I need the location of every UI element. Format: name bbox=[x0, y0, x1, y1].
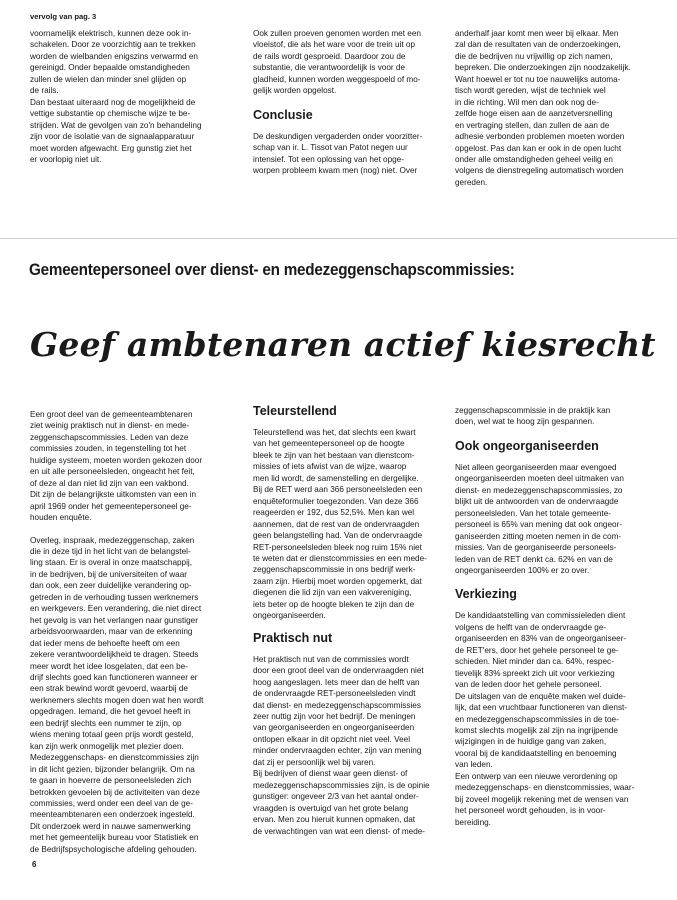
top-column-3 bbox=[455, 28, 651, 188]
article-column-3 bbox=[455, 405, 651, 828]
praktisch-nut-paragraph: Het praktisch nut van de commissies wordt door een groot deel van de ondervraagden niet hoog aangeslagen. Iets meer dan de helft van de ondervraagde RET-personeelsleden vindt dat dienst- en medezeggenschapscommissies zeer nuttig zijn voor het bedrijf. De meningen van georganiseerden en ongeorganiseerden ontlopen elkaar in dit opzicht niet veel. Veel minder ondervraagden echter, zijn van mening dat zij er persoonlijk wel bij varen. Bij bedrijven of dienst waar geen dienst- of medezeggenschapscommissies zijn, is de opinie gunstiger: ongeveer 2/3 van het aantal onder- vraagden is overtuigd van het grote belang ervan. Men zou hieruit kunnen opmaken, dat de verwachtingen van wat een dienst- of mede- bbox=[253, 654, 430, 836]
article-col1-body: Overleg, inspraak, medezeggenschap, zaken die in deze tijd in het licht van de belangstel- ling staan. Er is overal in onze maatschappij, in de bedrijven, bij de universiteiten of waar dan ook, een zeer duidelijke verandering op- getreden in de verhouding tussen werknemers en werkgevers. Een verandering, die niet direct het gevolg is van het verlangen naar gunstiger arbeidsvoorwaarden, maar van de erkenning dat ieder mens de behoefte heeft om een zekere verantwoordelijkheid te dragen. Steeds meer wordt het idee losgelaten, dat een be- drijf slechts goed kan functioneren wanneer er een strak bewind wordt gevoerd, waarbij de werknemers slechts mogen doen wat hen wordt opgedragen. Iemand, die het gevoel heeft in een bedrijf slechts een nummer te zijn, op wiens mening totaal geen prijs wordt gesteld, kan zijn werk onmogelijk met plezier doen. Medezeggenschaps- en dienstcommissies zijn in dit licht gezien, bijzonder belangrijk. Om na te gaan in hoeverre de personeelsleden zich betrokken gevoelen bij de activiteiten van deze commissies, werd onder een deel van de ge- meenteambtenaren een onderzoek ingesteld. Dit onderzoek werd in nauwe samenwerking met het gemeentelijk bureau voor Statistiek en de Bedrijfspsychologische afdeling gehouden. bbox=[30, 535, 204, 854]
article-col3-continuation: zeggenschapscommissie in de praktijk kan doen, wel wat te hoog zijn gespannen. bbox=[455, 406, 611, 427]
teleurstellend-paragraph: Teleurstellend was het, dat slechts een kwart van het gemeentepersoneel op de hoogte bleek te zijn van het bestaan van dienstcom- missies of iets afwist van de wijze, waarop men lid wordt, de samenstelling en dergelijke. Bij de RET werd aan 366 personeelsleden een enquêteformulier toegezonden. Van deze 366 reageerden er 192, dus 52,5%. Men kan wel aannemen, dat de rest van de ondervraagden geen belangstelling had. Van de ondervraagde RET-personeelsleden bleek nog ruim 15% niet te weten dat er dienstcommissies en een mede- zeggenschapscommissie in ons bedrijf werk- zaam zijn. Hierbij moet worden opgemerkt, dat diegenen die lid zijn van een vakvereniging, iets beter op de hoogte bleken te zijn dan de ongeorganiseerden. bbox=[253, 428, 427, 621]
verkiezing-heading: Verkiezing bbox=[455, 587, 517, 602]
article-lead: Een groot deel van de gemeenteambtenaren ziet weinig praktisch nut in dienst- en mede- zeggenschapscommissies. Leden van deze commissies zouden, in tegenstelling tot het huidige systeem, moeten worden gekozen door en uit alle personeelsleden, ongeacht het feit, of deze al dan niet lid zijn van een vakbond. Dit zijn de belangrijkste uitkomsten van een in april 1969 onder het gemeentepersoneel ge- houden enquête. bbox=[30, 410, 203, 523]
ongeorganiseerden-heading: Ook ongeorganiseerden bbox=[455, 438, 599, 453]
page-number: 6 bbox=[32, 860, 37, 869]
ongeorganiseerden-paragraph: Niet alleen georganiseerden maar evengoed ongeorganiseerden moeten deel uitmaken van dienst- en medezeggenschapscommissies, zo blijkt uit de antwoorden van de ondervraagde personeelsleden. Van het totale gemeente- personeel is 65% van mening dat ook ongeor- ganiseerden zitting moeten nemen in de com- missies. Van de georganiseerde personeels- leden van de RET denkt ca. 62% en van de ongeorganiseerden 100% er zo over. bbox=[455, 462, 624, 575]
teleurstellend-heading: Teleurstellend bbox=[253, 404, 337, 418]
top-column-1 bbox=[30, 28, 242, 165]
top-col3-text: anderhalf jaar komt men weer bij elkaar. Men zal dan de resultaten van de onderzoekingen, die de bedrijven nu vrijwillig op zich namen, bepreken. Die onderzoekingen zijn noodzakelijk. Want hoewel er tot nu toe nauwelijks automa- tisch wordt gereden, wijst de techniek wel in die richting. Wil men dan ook nog de- zelfde hoge eisen aan de aanzetversnelling en vertraging stellen, dan zullen de aan de adhesie verbonden problemen moeten worden opgelost. Pas dan kan er ook in de open lucht onder alle omstandigheden geheel veilig en volgens de dienstregeling automatisch worden gereden. bbox=[455, 29, 631, 187]
top-col1-text: voornamelijk elektrisch, kunnen deze ook in- schakelen. Door ze voorzichtig aan te trekken worden de wielbanden enigszins verwarmd en gereinigd. Onder bepaalde omstandigheden zullen de wielen dan minder snel glijden op de rails. Dan bestaat uiteraard nog de mogelijkheid de vettige substantie op chemische wijze te be- strijden. Wat de gevolgen van zo'n behandeling zijn voor de isolatie van de signaalapparatuur moet worden afgewacht. Erg gunstig ziet het er voorlopig niet uit. bbox=[30, 29, 202, 164]
article-column-1 bbox=[30, 409, 242, 855]
article-kicker: Gemeentepersoneel over dienst- en medezeggenschapscommissies: bbox=[29, 261, 515, 279]
section-divider bbox=[0, 238, 677, 239]
running-head: vervolg van pag. 3 bbox=[30, 12, 97, 21]
verkiezing-paragraph: De kandidaatstelling van commissieleden dient volgens de helft van de ondervraagde ge- organiseerden en 83% van de ongeorganiseer- de RET'ers, door het gehele personeel te ge- schieden. Niet minder dan ca. 64%, respec- tievelijk 83% spreekt zich uit voor verkiezing van de leden door het gehele personeel. De uitslagen van de enquête maken wel duide- lijk, dat een vruchtbaar functioneren van dienst- en medezeggenschapscommissies in de toe- komst slechts mogelijk zal zijn na ingrijpende wijzigingen in de huidige gang van zaken, vooral bij de kandidaatstelling en benoeming van leden. Een ontwerp van een nieuwe verordening op medezeggenschaps- en dienstcommissies, waar- bij zoveel mogelijk rekening met de wensen van het personeel wordt gehouden, is in voor- bereiding. bbox=[455, 611, 635, 827]
conclusie-paragraph: De deskundigen vergaderden onder voorzitter- schap van ir. L. Tissot van Patot negen uur intensief. Tot een oplossing van het opge- worpen probleem kwam men (nog) niet. Over bbox=[253, 131, 423, 176]
article-column-2 bbox=[253, 404, 445, 837]
conclusie-heading: Conclusie bbox=[253, 107, 313, 122]
article-title: Geef ambtenaren actief kiesrecht bbox=[30, 325, 656, 364]
top-column-2 bbox=[253, 28, 445, 177]
top-col2-paragraph: Ook zullen proeven genomen worden met een vloeistof, die als het ware voor de trein uit op de rails wordt gesproeid. Daardoor zou de substantie, die verantwoordelijk is voor de gladheid, kunnen worden weggespoeld of mo- gelijk worden opgelost. bbox=[253, 29, 421, 96]
praktisch-nut-heading: Praktisch nut bbox=[253, 630, 333, 645]
